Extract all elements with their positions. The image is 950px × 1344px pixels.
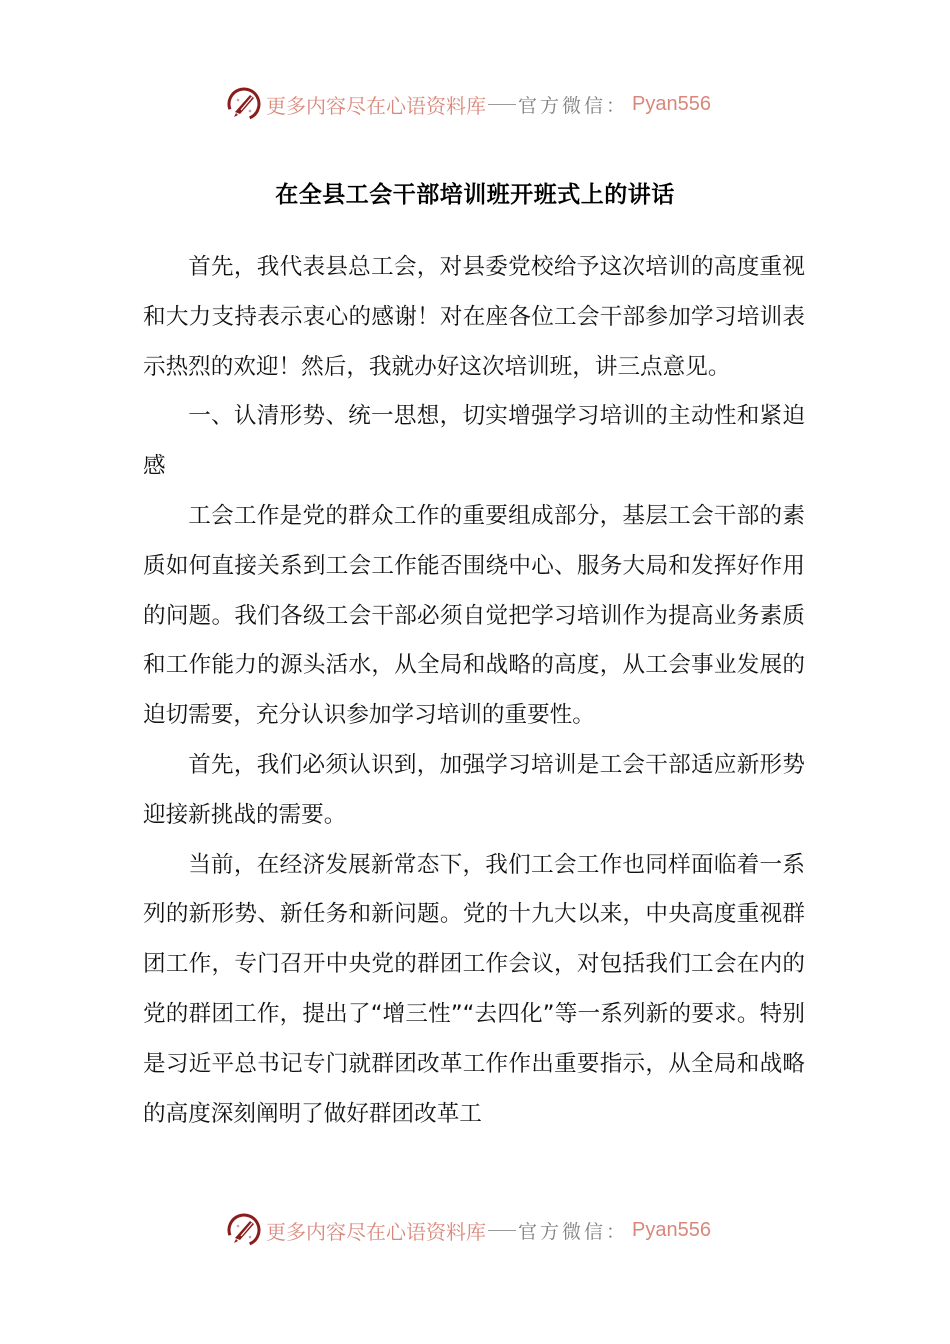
paragraph-union-work: 工会工作是党的群众工作的重要组成部分，基层工会干部的素质如何直接关系到工会工作能否围绕中心、服务大局和发挥好作用的问题。我们各级工会干部必须自觉把学习培训作为提高业务素质和工作能力的源头活水，从全局和战略的高度，从工会事业发展的迫切需要，充分认识参加学习培训的重要性。 xyxy=(143,502,805,729)
quill-pen-logo-icon xyxy=(226,86,262,122)
section-heading-1: 一、认清形势、统一思想，切实增强学习培训的主动性和紧迫感 xyxy=(143,403,805,480)
watermark-dash xyxy=(488,104,516,105)
watermark-wechat-id: Pyan556 xyxy=(632,92,711,115)
watermark-header xyxy=(226,84,726,124)
watermark-wechat-label: 官方微信： xyxy=(518,94,629,117)
watermark-main-text: 更多内容尽在心语资料库 xyxy=(266,93,486,118)
paragraph-first-point: 首先，我们必须认识到，加强学习培训是工会干部适应新形势迎接新挑战的需要。 xyxy=(143,751,805,828)
watermark-wechat-label: 官方微信： xyxy=(518,1220,629,1243)
document-body xyxy=(143,243,805,1139)
watermark-dash xyxy=(488,1230,516,1231)
watermark-wechat-id: Pyan556 xyxy=(632,1218,711,1241)
watermark-main-text: 更多内容尽在心语资料库 xyxy=(266,1219,486,1244)
document-title: 在全县工会干部培训班开班式上的讲话 xyxy=(275,182,675,208)
paragraph-intro: 首先，我代表县总工会，对县委党校给予这次培训的高度重视和大力支持表示衷心的感谢！对在座各位工会干部参加学习培训表示热烈的欢迎！然后，我就办好这次培训班，讲三点意见。 xyxy=(143,254,805,380)
quill-pen-logo-icon xyxy=(226,1212,262,1248)
paragraph-current-situation: 当前，在经济发展新常态下，我们工会工作也同样面临着一系列的新形势、新任务和新问题。党的十九大以来，中央高度重视群团工作，专门召开中央党的群团工作会议，对包括我们工会在内的党的群团工作，提出了“增三性”“去四化”等一系列新的要求。特别是习近平总书记专门就群团改革工作作出重要指示，从全局和战略的高度深刻阐明了做好群团改革工 xyxy=(143,851,805,1127)
watermark-footer xyxy=(226,1210,726,1250)
